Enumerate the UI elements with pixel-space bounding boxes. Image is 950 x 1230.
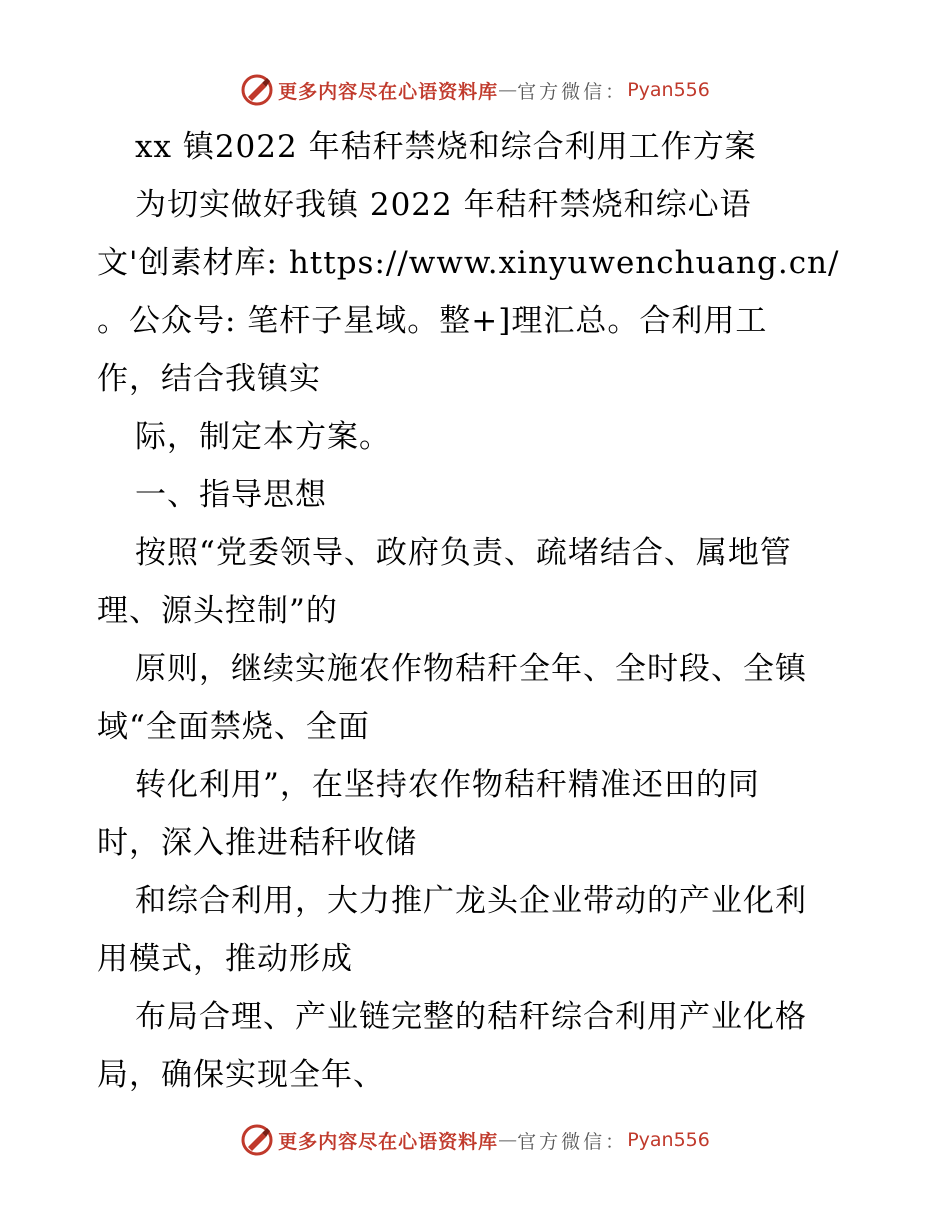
banner-account: Pyan556 [627, 79, 710, 101]
text-line: 和综合利用，大力推广龙头企业带动的产业化利 [135, 883, 807, 919]
document-title: xx 镇2022 年秸秆禁烧和综合利用工作方案 [135, 129, 757, 165]
text-line: 转化利用”，在坚持农作物秸秆精准还田的同 [135, 767, 760, 803]
banner-main-text: 更多内容尽在心语资料库 [278, 1130, 499, 1153]
text-line: 。公众号: 笔杆子星域。整+]理汇总。合利用工 [97, 303, 768, 339]
text-line: 作，结合我镇实 [97, 361, 321, 397]
text-line: 原则，继续实施农作物秸秆全年、全时段、全镇 [135, 651, 807, 687]
text-line: 际，制定本方案。 [135, 419, 391, 455]
text-line: 用模式，推动形成 [97, 941, 353, 977]
banner-dash: — [498, 1129, 518, 1151]
header-banner [0, 70, 950, 110]
section-heading: 一、指导思想 [135, 477, 327, 513]
banner-main-text: 更多内容尽在心语资料库 [278, 80, 499, 103]
text-line: 为切实做好我镇 2022 年秸秆禁烧和综心语 [135, 187, 752, 223]
text-line: 按照“党委领导、政府负责、疏堵结合、属地管 [135, 535, 792, 571]
brand-logo-icon [240, 1123, 274, 1157]
text-line: 文'创素材库: https://www.xinyuwenchuang.cn/ [97, 245, 840, 281]
banner-account: Pyan556 [627, 1129, 710, 1151]
text-line: 局，确保实现全年、 [97, 1057, 385, 1093]
footer-banner [0, 1120, 950, 1160]
text-line: 域“全面禁烧、全面 [97, 709, 370, 745]
brand-logo-icon [240, 73, 274, 107]
document-body [97, 118, 857, 1104]
text-line: 布局合理、产业链完整的秸秆综合利用产业化格 [135, 999, 807, 1035]
banner-official-label: 官方微信： [517, 80, 628, 103]
banner-dash: — [498, 79, 518, 101]
banner-official-label: 官方微信： [517, 1130, 628, 1153]
text-line: 时，深入推进秸秆收储 [97, 825, 417, 861]
text-line: 理、源头控制”的 [97, 593, 338, 629]
